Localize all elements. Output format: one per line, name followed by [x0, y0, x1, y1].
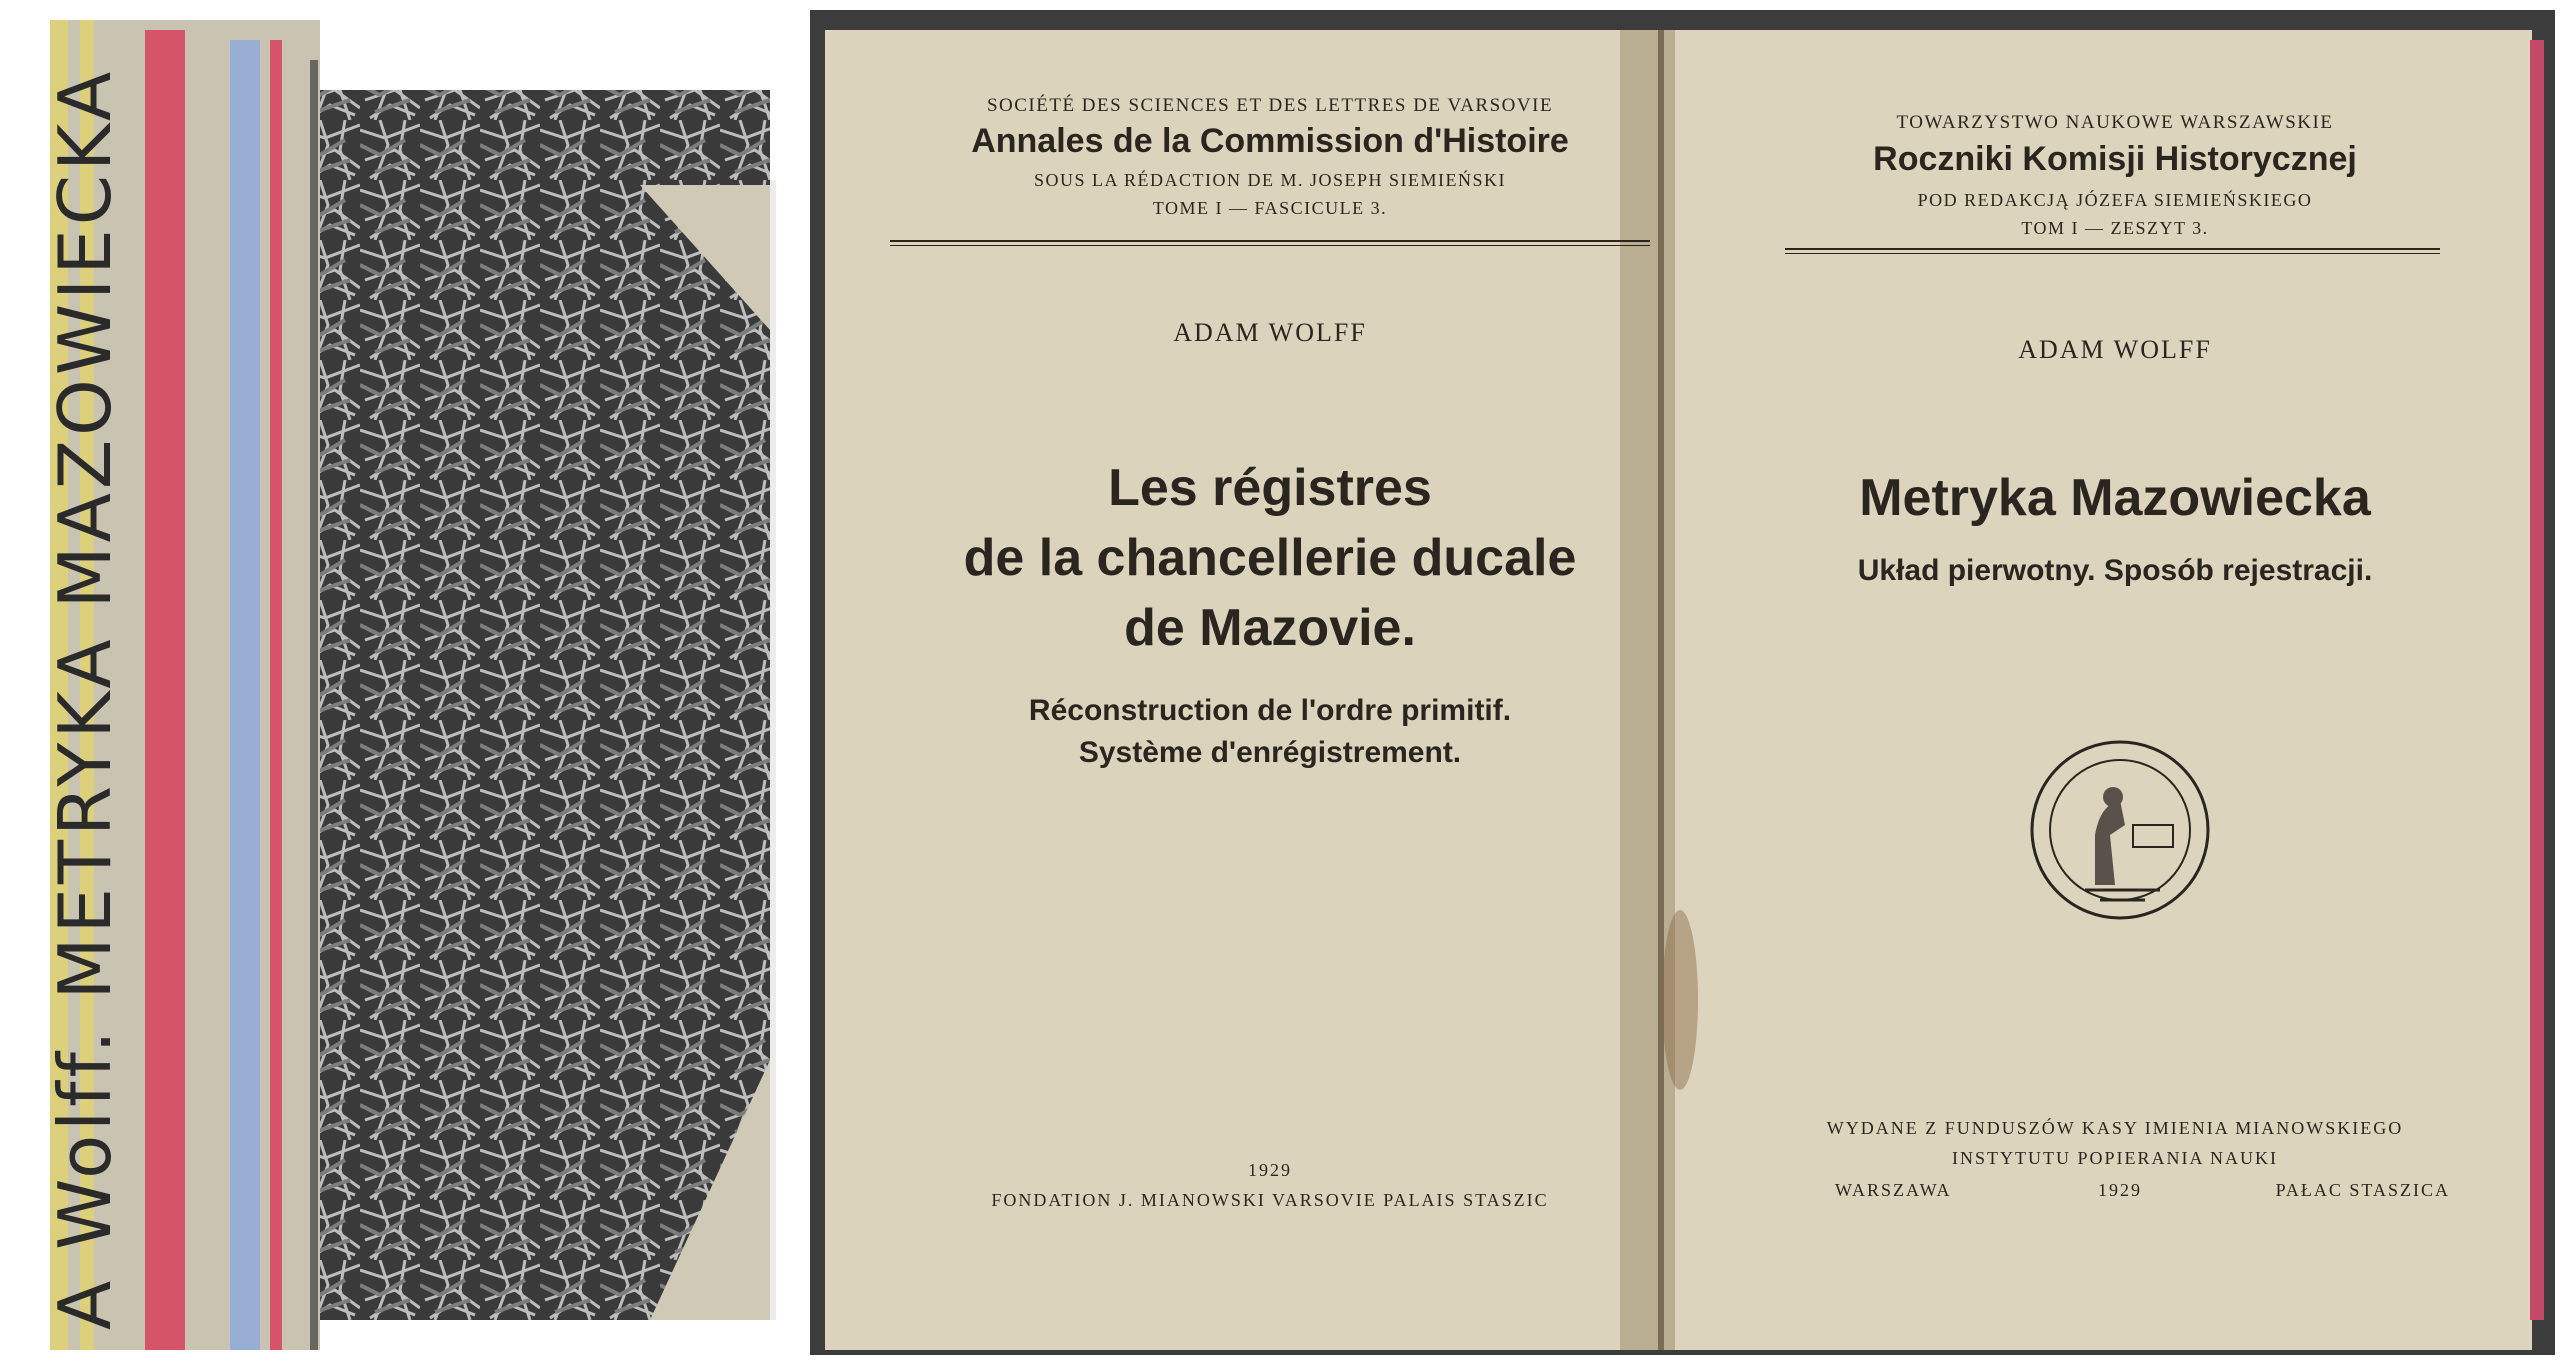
right-series-title: Roczniki Komisji Historycznej — [1873, 140, 2357, 178]
right-year: 1929 — [2098, 1180, 2142, 1200]
marbled-cover — [315, 90, 770, 1320]
right-title: Metryka Mazowiecka — [1859, 469, 2371, 527]
right-rule — [1785, 248, 2440, 254]
right-subtitle: Układ pierwotny. Sposób rejestracji. — [1857, 554, 2373, 587]
right-funding-2: INSTYTUTU POPIERANIA NAUKI — [1952, 1148, 2278, 1168]
left-series-title: Annales de la Commission d'Histoire — [971, 122, 1569, 160]
left-rule — [890, 240, 1650, 246]
left-volume: TOME I — FASCICULE 3. — [1152, 198, 1388, 218]
right-city: WARSZAWA — [1835, 1180, 1952, 1200]
left-title-3: de Mazovie. — [1124, 599, 1416, 657]
left-title-1: Les régistres — [1108, 459, 1432, 517]
left-publisher: FONDATION J. MIANOWSKI VARSOVIE PALAIS STASZIC — [991, 1190, 1549, 1210]
left-society: SOCIÉTÉ DES SCIENCES ET DES LETTRES DE VARSOVIE — [986, 95, 1554, 116]
left-year: 1929 — [1248, 1160, 1292, 1180]
left-author: ADAM WOLFF — [1173, 318, 1367, 347]
right-society: TOWARZYSTWO NAUKOWE WARSZAWSKIE — [1896, 112, 2334, 133]
right-volume: TOM I — ZESZYT 3. — [2021, 218, 2209, 238]
closed-book-illustration — [0, 0, 800, 1363]
right-funding-1: WYDANE Z FUNDUSZÓW KASY IMIENIA MIANOWSKIEGO — [1826, 1118, 2404, 1138]
left-editor: SOUS LA RÉDACTION DE M. JOSEPH SIEMIEŃSKI — [1033, 170, 1507, 190]
right-author: ADAM WOLFF — [2018, 335, 2212, 364]
open-book — [800, 0, 2560, 1363]
spine-title: A Wolff. METRYKA MAZOWIECKA — [43, 67, 127, 1330]
left-subtitle-2: Système d'enrégistrement. — [1078, 736, 1462, 769]
right-place: PAŁAC STASZICA — [2275, 1180, 2450, 1200]
society-seal — [2025, 725, 2215, 935]
left-title-2: de la chancellerie ducale — [963, 529, 1577, 587]
left-subtitle-1: Réconstruction de l'ordre primitif. — [1028, 694, 1512, 727]
right-editor: POD REDAKCJĄ JÓZEFA SIEMIEŃSKIEGO — [1917, 190, 2313, 210]
closed-book — [0, 0, 800, 1363]
